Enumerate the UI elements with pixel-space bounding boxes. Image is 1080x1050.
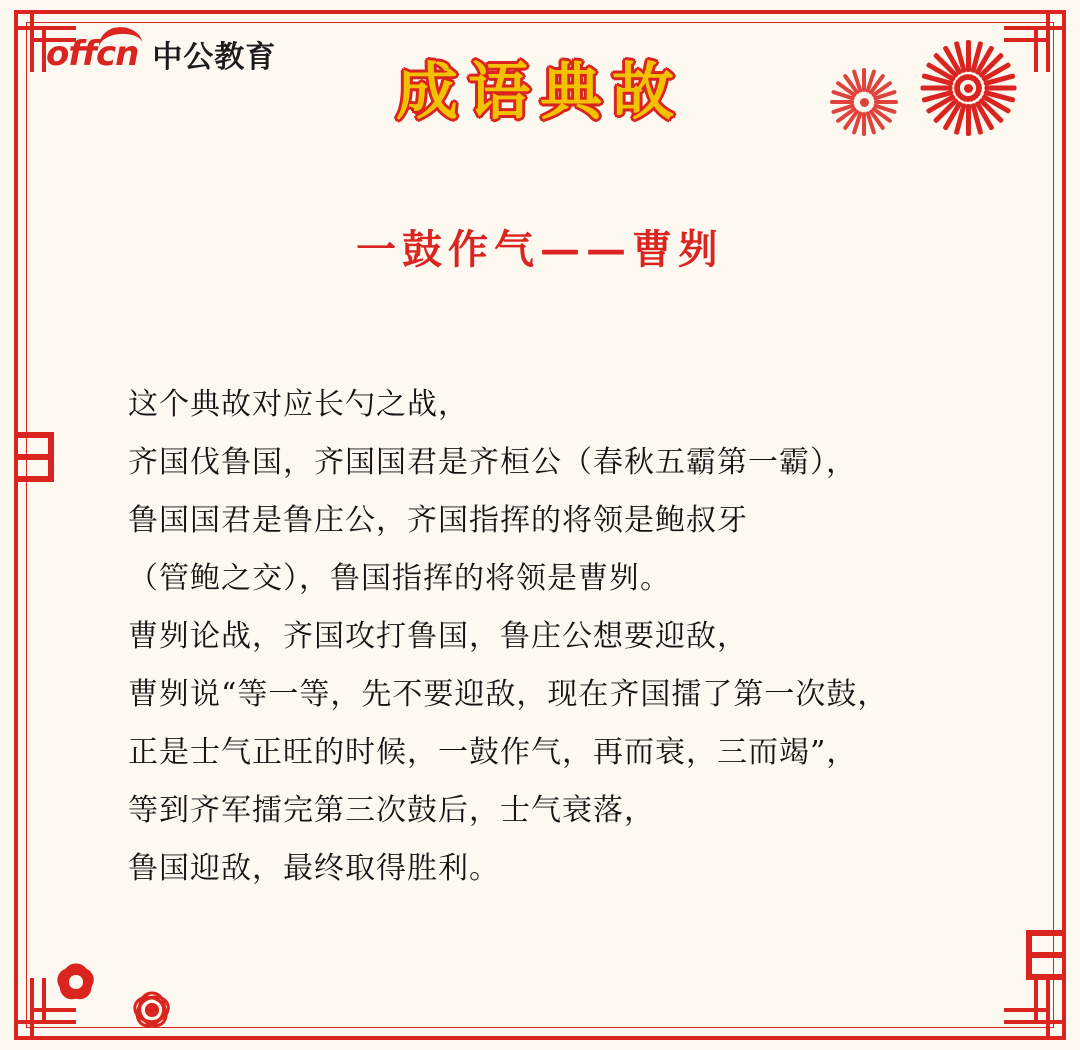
body-line: 曹刿说“等一等，先不要迎敌，现在齐国擂了第一次鼓，: [128, 677, 889, 712]
article-subtitle: 一鼓作气——曹刿: [356, 226, 724, 273]
article-body: [128, 376, 990, 898]
body-line: 曹刿论战，齐国攻打鲁国，鲁庄公想要迎敌，: [128, 619, 748, 654]
plum-blossom-outline-icon: [120, 978, 184, 1042]
side-ornament-left-icon: [14, 432, 60, 496]
offcn-wordmark-text: offcn: [46, 34, 139, 74]
brand-name-label: 中公教育: [152, 40, 277, 75]
plum-blossom-icon: [44, 950, 108, 1014]
body-line: 鲁国国君是鲁庄公，齐国指挥的将领是鲍叔牙: [128, 503, 748, 538]
body-line: 等到齐军擂完第三次鼓后，士气衰落，: [128, 793, 655, 828]
body-line: （管鲍之交），鲁国指挥的将领是曹刿。: [128, 561, 671, 596]
body-line: 这个典故对应长勺之战，: [128, 387, 469, 422]
body-line: 鲁国迎敌，最终取得胜利。: [128, 851, 500, 886]
page-title: 成语典故: [395, 55, 684, 128]
body-line: 正是士气正旺的时候，一鼓作气，再而衰，三而竭”，: [128, 735, 858, 770]
side-ornament-right-icon: [1020, 930, 1066, 994]
body-line: 齐国伐鲁国，齐国国君是齐桓公（春秋五霸第一霸），: [128, 445, 857, 480]
